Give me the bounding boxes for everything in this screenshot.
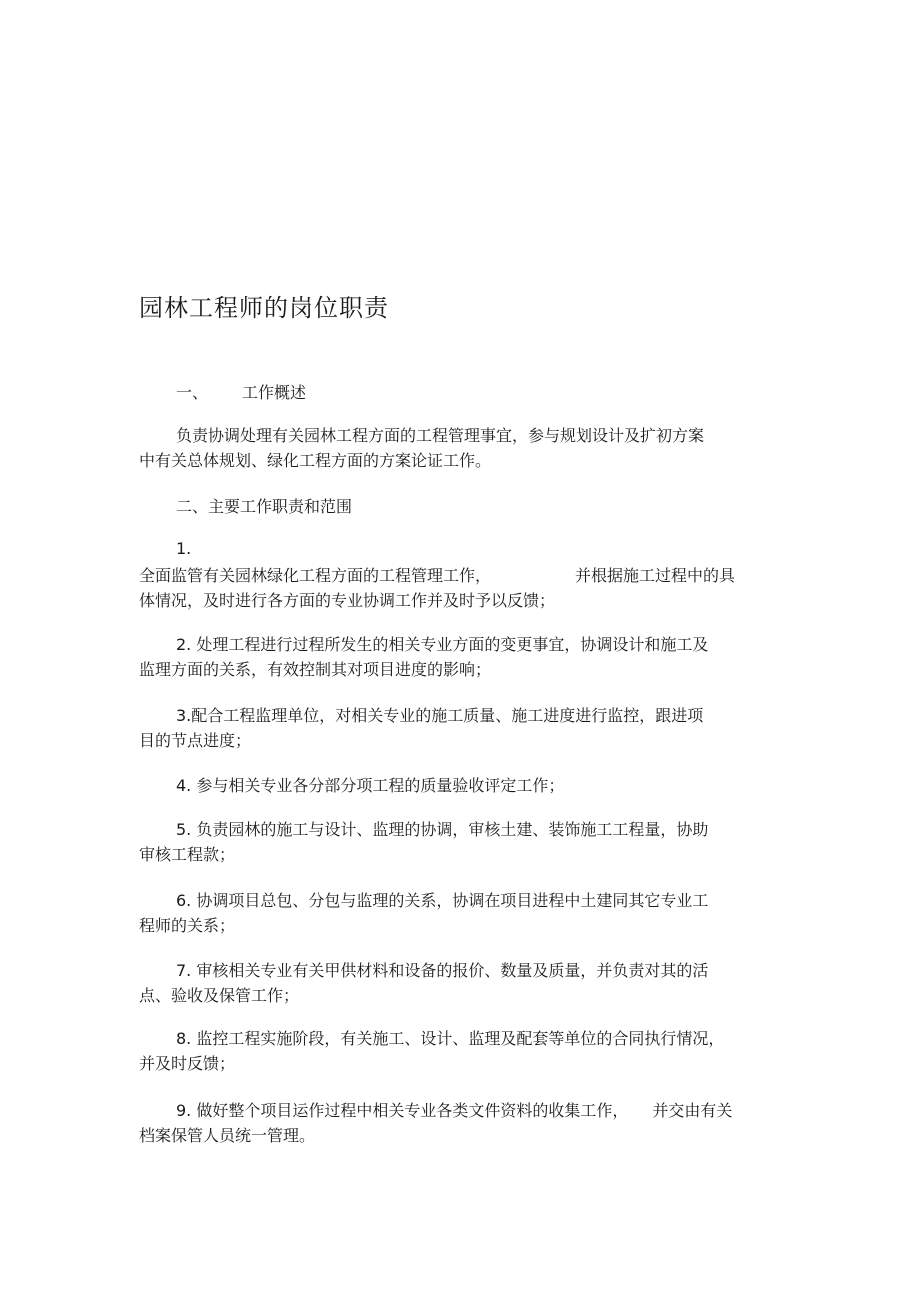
- item-6-line-1: [176, 888, 708, 913]
- item-1-line-1: [139, 563, 735, 588]
- item-5-line-2: 审核工程款；: [139, 845, 236, 864]
- item-3-number: 3.: [176, 706, 192, 725]
- item-3-line-1: [176, 703, 703, 728]
- item-1-line-1b: 并根据施工过程中的具: [575, 566, 736, 585]
- item-1-line-2: 体情况，及时进行各方面的专业协调工作并及时予以反馈；: [139, 591, 556, 610]
- section-1-body-line-1: 负责协调处理有关园林工程方面的工程管理事宜，参与规划设计及扩初方案: [176, 426, 705, 445]
- item-2-text-1: 处理工程进行过程所发生的相关专业方面的变更事宜，协调设计和施工及: [196, 635, 709, 654]
- item-4-line-1: [176, 773, 564, 798]
- item-7-line-2: 点、验收及保管工作；: [139, 986, 300, 1005]
- item-2-line-2: 监理方面的关系，有效控制其对项目进度的影响；: [139, 660, 492, 679]
- item-5-line-1: [176, 817, 708, 842]
- section-1-body-line-2: 中有关总体规划、绿化工程方面的方案论证工作。: [139, 451, 492, 470]
- item-4-number: 4.: [176, 776, 192, 795]
- item-9-line-1: [176, 1098, 732, 1123]
- item-5-number: 5.: [176, 820, 192, 839]
- item-9-text-1b: 并交由有关: [652, 1101, 733, 1120]
- item-6-line-2: 程师的关系；: [139, 916, 236, 935]
- item-9-text-1a: 做好整个项目运作过程中相关专业各类文件资料的收集工作，: [196, 1101, 629, 1120]
- item-7-number: 7.: [176, 961, 192, 980]
- section-1-title: 工作概述: [242, 383, 307, 402]
- section-1-heading: [176, 380, 306, 403]
- item-2-number: 2.: [176, 635, 192, 654]
- item-9-line-2: 档案保管人员统一管理。: [139, 1126, 316, 1145]
- item-7-line-1: [176, 958, 708, 983]
- item-5-text-1: 负责园林的施工与设计、监理的协调，审核土建、装饰施工工程量，协助: [196, 820, 709, 839]
- section-2-heading: 二、主要工作职责和范围: [176, 497, 353, 516]
- item-1-line-1a: 全面监管有关园林绿化工程方面的工程管理工作，: [139, 566, 492, 585]
- item-3-text-1: 配合工程监理单位，对相关专业的施工质量、施工进度进行监控，跟进项: [191, 706, 704, 725]
- item-6-text-1: 协调项目总包、分包与监理的关系，协调在项目进程中土建同其它专业工: [196, 891, 709, 910]
- item-2-line-1: [176, 632, 708, 657]
- section-1-number: 一、: [176, 383, 209, 402]
- item-8-line-2: 并及时反馈；: [139, 1054, 236, 1073]
- page-title: 园林工程师的岗位职责: [139, 294, 389, 322]
- item-8-line-1: [176, 1026, 724, 1051]
- item-1-number: 1.: [176, 539, 192, 558]
- item-4-text-1: 参与相关专业各分部分项工程的质量验收评定工作；: [196, 776, 565, 795]
- item-9-number: 9.: [176, 1101, 192, 1120]
- item-6-number: 6.: [176, 891, 192, 910]
- item-7-text-1: 审核相关专业有关甲供材料和设备的报价、数量及质量，并负责对其的活: [196, 961, 709, 980]
- item-8-number: 8.: [176, 1029, 192, 1048]
- item-3-line-2: 目的节点进度；: [139, 731, 252, 750]
- item-8-text-1: 监控工程实施阶段，有关施工、设计、监理及配套等单位的合同执行情况，: [196, 1029, 725, 1048]
